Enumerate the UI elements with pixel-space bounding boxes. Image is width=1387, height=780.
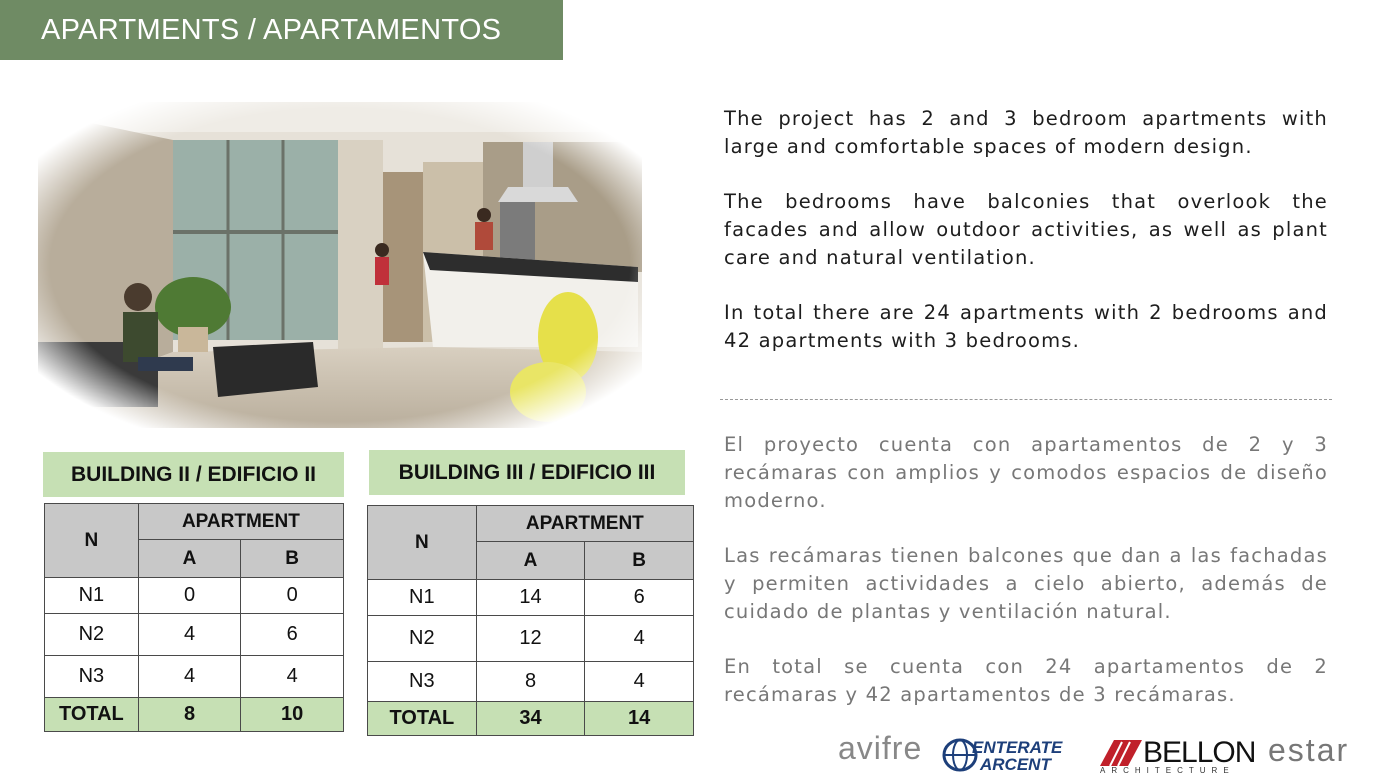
col-b-header: B [241, 540, 344, 578]
row-level: N3 [45, 656, 139, 698]
table-row [45, 656, 344, 698]
spanish-paragraph-2: Las recámaras tienen balcones que dan a las fachadas y permiten actividades a cielo abierto, además de cuidado de plantas y ventilación natural. [724, 544, 1328, 623]
building-2-table [44, 503, 344, 732]
row-level: N2 [368, 616, 477, 662]
table-row [368, 580, 694, 616]
row-level: N3 [368, 662, 477, 702]
col-n-header: N [368, 506, 477, 580]
table-row [368, 616, 694, 662]
total-label: TOTAL [45, 698, 139, 732]
page-title: APARTMENTS / APARTAMENTOS [41, 13, 502, 46]
table-header-row [368, 506, 694, 542]
english-paragraph-3: In total there are 24 apartments with 2 bedrooms and 42 apartments with 3 bedrooms. [724, 301, 1328, 352]
english-description [724, 105, 1328, 382]
english-paragraph-2: The bedrooms have balconies that overlook the facades and allow outdoor activities, as well as plant care and natural ventilation. [724, 190, 1328, 269]
bellon-logo: BELLON [1143, 736, 1256, 769]
row-b-value: 4 [585, 616, 694, 662]
building-3-table [367, 505, 694, 736]
table-total-row [368, 702, 694, 736]
table-header-row [45, 504, 344, 540]
row-b-value: 4 [241, 656, 344, 698]
col-b-header: B [585, 542, 694, 580]
row-a-value: 14 [476, 580, 585, 616]
row-level: N2 [45, 614, 139, 656]
col-n-header: N [45, 504, 139, 578]
table-total-row [45, 698, 344, 732]
building-2-heading: BUILDING II / EDIFICIO II [43, 452, 344, 497]
row-b-value: 0 [241, 578, 344, 614]
col-apartment-header: APARTMENT [476, 506, 693, 542]
row-a-value: 8 [476, 662, 585, 702]
spanish-paragraph-3: En total se cuenta con 24 apartamentos de 2 recámaras y 42 apartamentos de 3 recámaras. [724, 655, 1328, 706]
english-paragraph-1: The project has 2 and 3 bedroom apartments with large and comfortable spaces of modern design. [724, 107, 1328, 158]
dashed-divider [720, 399, 1332, 400]
total-a-value: 8 [138, 698, 241, 732]
row-a-value: 12 [476, 616, 585, 662]
col-a-header: A [138, 540, 241, 578]
enterate-logo: ENTERATE [972, 738, 1063, 757]
table-row [45, 578, 344, 614]
row-b-value: 4 [585, 662, 694, 702]
title-bar [0, 0, 563, 60]
total-b-value: 10 [241, 698, 344, 732]
spanish-paragraph-1: El proyecto cuenta con apartamentos de 2 y 3 recámaras con amplios y comodos espacios de diseño moderno. [724, 433, 1328, 512]
avifre-logo: avifre [838, 730, 923, 766]
table-row [368, 662, 694, 702]
row-b-value: 6 [241, 614, 344, 656]
partner-logos [838, 724, 1386, 778]
row-b-value: 6 [585, 580, 694, 616]
table-row [45, 614, 344, 656]
estar-logo: estar [1268, 732, 1350, 768]
bellon-subtitle: ARCHITECTURE [1100, 766, 1235, 775]
interior-render-image [38, 102, 642, 428]
row-a-value: 4 [138, 614, 241, 656]
arcent-logo: ARCENT [980, 755, 1051, 774]
row-level: N1 [45, 578, 139, 614]
total-label: TOTAL [368, 702, 477, 736]
row-level: N1 [368, 580, 477, 616]
row-a-value: 0 [138, 578, 241, 614]
col-apartment-header: APARTMENT [138, 504, 343, 540]
total-a-value: 34 [476, 702, 585, 736]
row-a-value: 4 [138, 656, 241, 698]
bellon-mark-icon [1100, 740, 1142, 766]
col-a-header: A [476, 542, 585, 580]
building-3-heading: BUILDING III / EDIFICIO III [369, 450, 685, 495]
spanish-description [724, 431, 1328, 736]
total-b-value: 14 [585, 702, 694, 736]
